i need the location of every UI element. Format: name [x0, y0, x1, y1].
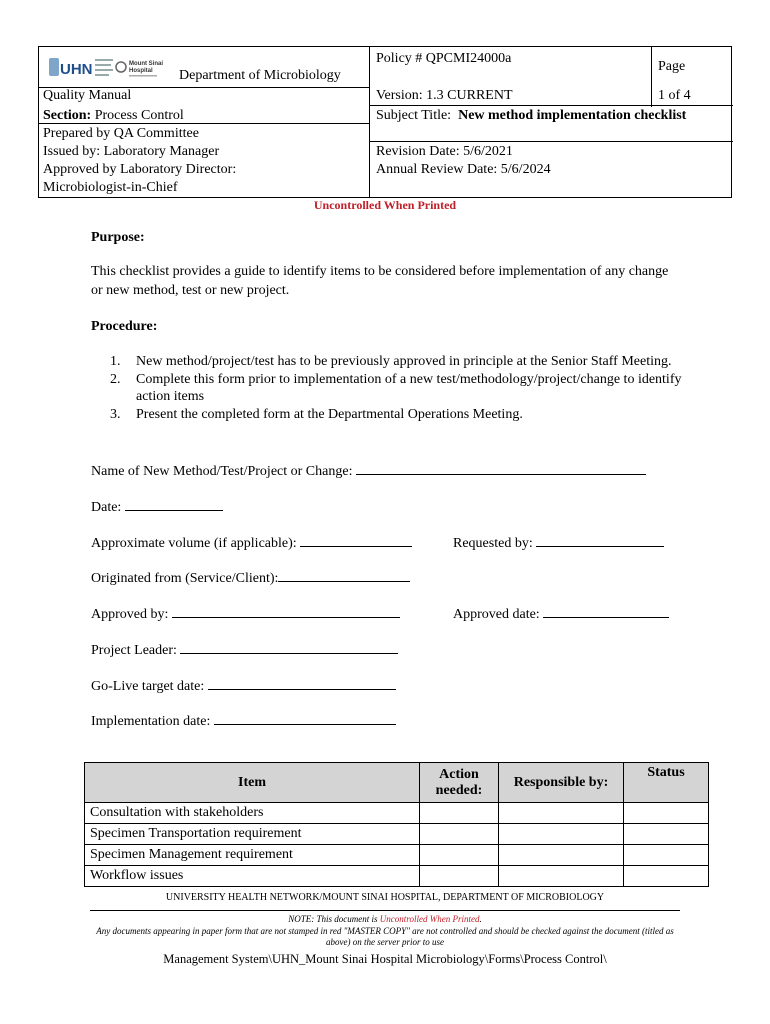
responsible-cell[interactable] [499, 824, 624, 845]
purpose-heading: Purpose: [91, 230, 145, 245]
status-header: Status [624, 763, 709, 803]
volume-field[interactable]: Approximate volume (if applicable): [91, 532, 412, 552]
footer-organization: UNIVERSITY HEALTH NETWORK/MOUNT SINAI HOSPITAL, DEPARTMENT OF MICROBIOLOGY [165, 892, 605, 903]
item-cell: Workflow issues [85, 866, 420, 887]
purpose-text: This checklist provides a guide to identify items to be considered before implementation of any change or new method, test or new project. [91, 264, 669, 298]
table-header-row [85, 763, 709, 803]
procedure-list [110, 353, 700, 423]
responsible-cell[interactable] [499, 803, 624, 824]
subject-title: Subject Title: New method implementation checklist [376, 108, 687, 123]
status-cell[interactable] [624, 866, 709, 887]
action-cell[interactable] [420, 866, 499, 887]
procedure-step: 2. Complete this form prior to implementation of a new test/methodology/project/change to identify action items [110, 371, 682, 404]
table-row [85, 803, 709, 824]
responsible-cell[interactable] [499, 866, 624, 887]
table-row [85, 845, 709, 866]
svg-text:Mount Sinai: Mount Sinai [129, 61, 163, 67]
footer-path: Management System\UHN_Mount Sinai Hospital Microbiology\Forms\Process Control\ [163, 952, 607, 966]
action-cell[interactable] [420, 824, 499, 845]
quality-manual: Quality Manual [43, 88, 132, 103]
policy-number: Policy # QPCMI24000a [376, 51, 512, 66]
action-header: Action needed: [420, 763, 499, 803]
uncontrolled-notice: Uncontrolled When Printed [313, 198, 457, 212]
footer-divider [90, 910, 680, 911]
item-cell: Consultation with stakeholders [85, 803, 420, 824]
approved-by-line2: Microbiologist-in-Chief [43, 180, 178, 195]
approved-by-line1: Approved by Laboratory Director: [43, 162, 237, 177]
requested-by-field[interactable]: Requested by: [453, 532, 664, 552]
svg-text:UHN: UHN [60, 61, 93, 78]
implementation-field[interactable]: Implementation date: [91, 710, 396, 730]
golive-field[interactable]: Go-Live target date: [91, 675, 396, 695]
procedure-heading: Procedure: [91, 319, 158, 334]
status-cell[interactable] [624, 803, 709, 824]
responsible-cell[interactable] [499, 845, 624, 866]
footer-note: NOTE: This document is Uncontrolled When Printed. Any documents appearing in paper form that are not stamped in red "MASTER COPY" are not controlled and should be checked against the document (titled as above) on the server prior to use [96, 914, 674, 947]
svg-text:Hospital: Hospital [129, 68, 153, 74]
responsible-header: Responsible by: [499, 763, 624, 803]
page-label: Page [658, 59, 686, 74]
status-cell[interactable] [624, 824, 709, 845]
table-row [85, 866, 709, 887]
item-cell: Specimen Transportation requirement [85, 824, 420, 845]
version: Version: 1.3 CURRENT [376, 88, 513, 103]
department-name: Department of Microbiology [179, 68, 341, 83]
issued-by: Issued by: Laboratory Manager [43, 144, 220, 159]
item-cell: Specimen Management requirement [85, 845, 420, 866]
action-cell[interactable] [420, 803, 499, 824]
action-cell[interactable] [420, 845, 499, 866]
revision-date: Revision Date: 5/6/2021 [376, 144, 513, 159]
approved-date-field[interactable]: Approved date: [453, 603, 669, 623]
annual-review-date: Annual Review Date: 5/6/2024 [376, 162, 551, 177]
status-cell[interactable] [624, 845, 709, 866]
procedure-step: 3. Present the completed form at the Departmental Operations Meeting. [110, 406, 523, 422]
checklist-table [84, 762, 709, 887]
date-field[interactable]: Date: [91, 496, 223, 516]
item-header: Item [85, 763, 420, 803]
originated-field[interactable]: Originated from (Service/Client): [91, 567, 410, 587]
uhn-mount-sinai-logo [49, 53, 177, 81]
procedure-step: 1. New method/project/test has to be previously approved in principle at the Senior Staff Meeting. [110, 354, 672, 369]
name-field[interactable]: Name of New Method/Test/Project or Change: [91, 460, 646, 480]
project-leader-field[interactable]: Project Leader: [91, 639, 398, 659]
prepared-by: Prepared by QA Committee [43, 126, 199, 141]
approved-by-field[interactable]: Approved by: [91, 603, 400, 623]
section: Section: Process Control [43, 108, 184, 123]
table-row [85, 824, 709, 845]
document-header [38, 46, 732, 198]
page-of: 1 of 4 [658, 88, 691, 103]
